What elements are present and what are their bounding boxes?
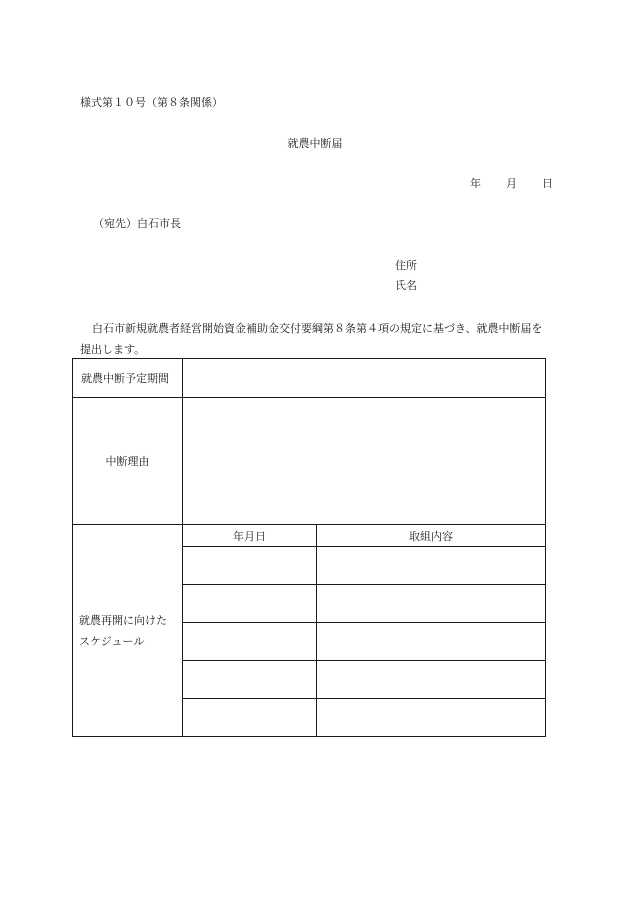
date-year-label: 年 bbox=[470, 177, 481, 190]
body-text: 白石市新規就農者経営開始資金補助金交付要綱第８条第４項の規定に基づき、就農中断届を提出します。 bbox=[80, 322, 543, 356]
schedule-date-cell[interactable] bbox=[183, 661, 317, 699]
address-label: 住所 bbox=[395, 259, 417, 272]
schedule-content-header: 取組内容 bbox=[317, 525, 546, 547]
schedule-label-line1: 就農再開に向けた bbox=[79, 613, 167, 627]
schedule-content-cell[interactable] bbox=[317, 547, 546, 585]
schedule-date-cell[interactable] bbox=[183, 547, 317, 585]
schedule-date-cell[interactable] bbox=[183, 623, 317, 661]
schedule-label-line2: スケジュール bbox=[79, 634, 145, 648]
date-month-label: 月 bbox=[506, 177, 517, 190]
reason-field[interactable] bbox=[183, 398, 546, 525]
document-title: 就農中断届 bbox=[287, 137, 343, 150]
schedule-date-cell[interactable] bbox=[183, 699, 317, 737]
period-label: 就農中断予定期間 bbox=[73, 359, 183, 398]
date-line bbox=[470, 178, 553, 189]
schedule-label bbox=[73, 525, 183, 737]
date-day-label: 日 bbox=[542, 177, 553, 190]
name-label: 氏名 bbox=[395, 279, 417, 292]
schedule-date-header: 年月日 bbox=[183, 525, 317, 547]
schedule-content-cell[interactable] bbox=[317, 585, 546, 623]
schedule-content-cell[interactable] bbox=[317, 623, 546, 661]
reason-label: 中断理由 bbox=[73, 398, 183, 525]
period-field[interactable] bbox=[183, 359, 546, 398]
form-table bbox=[72, 358, 546, 737]
form-number: 様式第１０号（第８条関係） bbox=[80, 96, 223, 109]
addressee: （宛先）白石市長 bbox=[93, 217, 181, 230]
schedule-date-cell[interactable] bbox=[183, 585, 317, 623]
schedule-content-cell[interactable] bbox=[317, 699, 546, 737]
schedule-content-cell[interactable] bbox=[317, 661, 546, 699]
